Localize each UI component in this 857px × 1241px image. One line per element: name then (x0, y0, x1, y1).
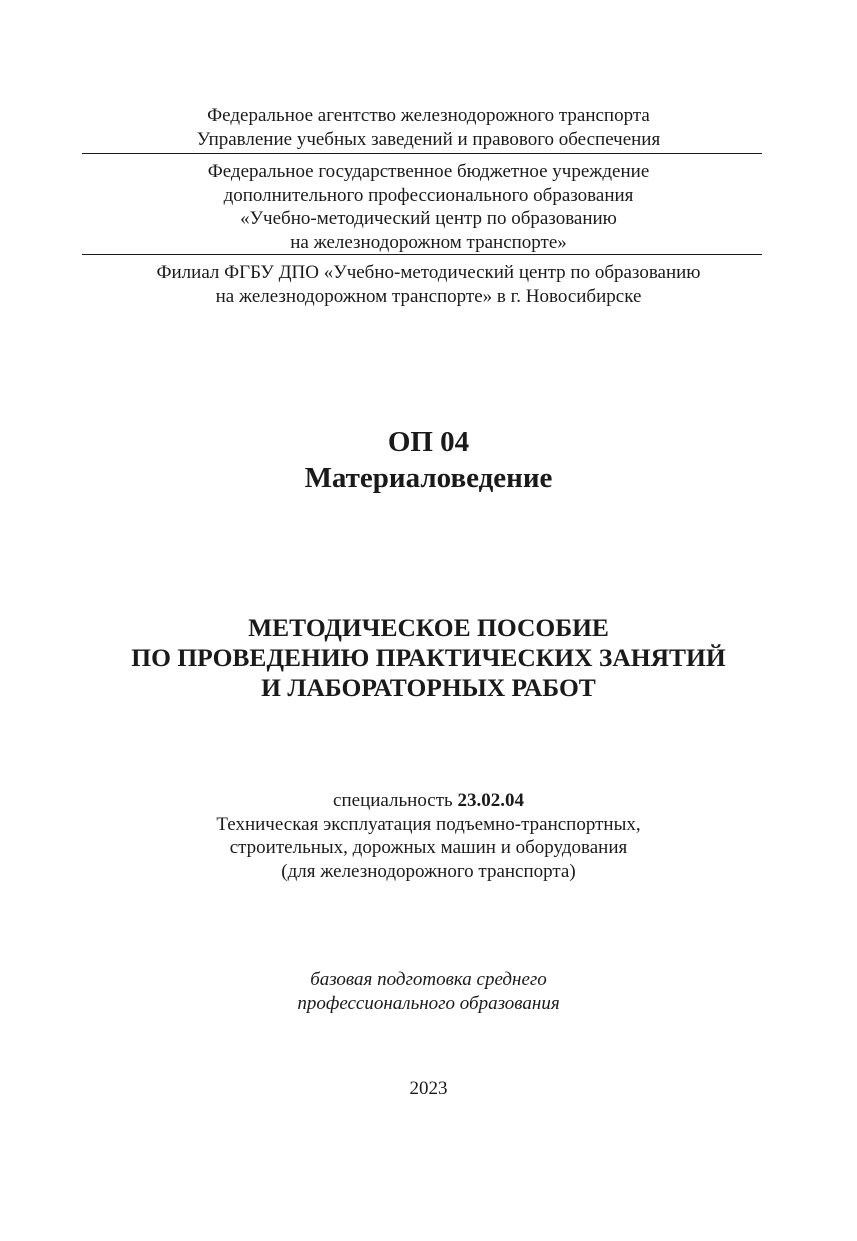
specialty-block (0, 789, 857, 883)
course-name: Материаловедение (304, 462, 553, 494)
document-title-line: ПО ПРОВЕДЕНИЮ ПРАКТИЧЕСКИХ ЗАНЯТИЙ (131, 643, 726, 672)
document-title (0, 613, 857, 703)
specialty-description-line: (для железнодорожного транспорта) (281, 860, 576, 882)
education-level-line: базовая подготовка среднего (310, 969, 547, 990)
education-level-line: профессионального образования (297, 992, 560, 1014)
specialty-description-line: Техническая эксплуатация подъемно-транспортных, (216, 813, 641, 835)
course-code: ОП 04 (387, 426, 470, 458)
department-line: Управление учебных заведений и правового обеспечения (196, 128, 661, 150)
publication-year: 2023 (409, 1078, 448, 1099)
specialty-description-line: строительных, дорожных машин и оборудования (229, 837, 628, 858)
specialty-code: 23.02.04 (457, 790, 524, 811)
institution-line: «Учебно-методический центр по образованию (240, 208, 617, 229)
document-title-line: МЕТОДИЧЕСКОЕ ПОСОБИЕ (248, 613, 609, 642)
document-title-line: И ЛАБОРАТОРНЫХ РАБОТ (261, 673, 596, 702)
institution-block (0, 160, 857, 254)
institution-line: дополнительного профессионального образования (223, 184, 634, 206)
course-heading (0, 424, 857, 496)
branch-line: Филиал ФГБУ ДПО «Учебно-методический центр по образованию (156, 262, 701, 283)
header-divider (82, 254, 762, 255)
branch-block (0, 261, 857, 308)
header-divider (82, 153, 762, 154)
specialty-line (0, 789, 857, 813)
agency-block (0, 104, 857, 151)
specialty-label: специальность (333, 790, 453, 811)
institution-line: Федеральное государственное бюджетное учреждение (207, 161, 650, 182)
education-level (0, 968, 857, 1015)
agency-line: Федеральное агентство железнодорожного транспорта (207, 105, 650, 126)
branch-line: на железнодорожном транспорте» в г. Новосибирске (215, 285, 642, 307)
institution-line: на железнодорожном транспорте» (290, 231, 567, 253)
